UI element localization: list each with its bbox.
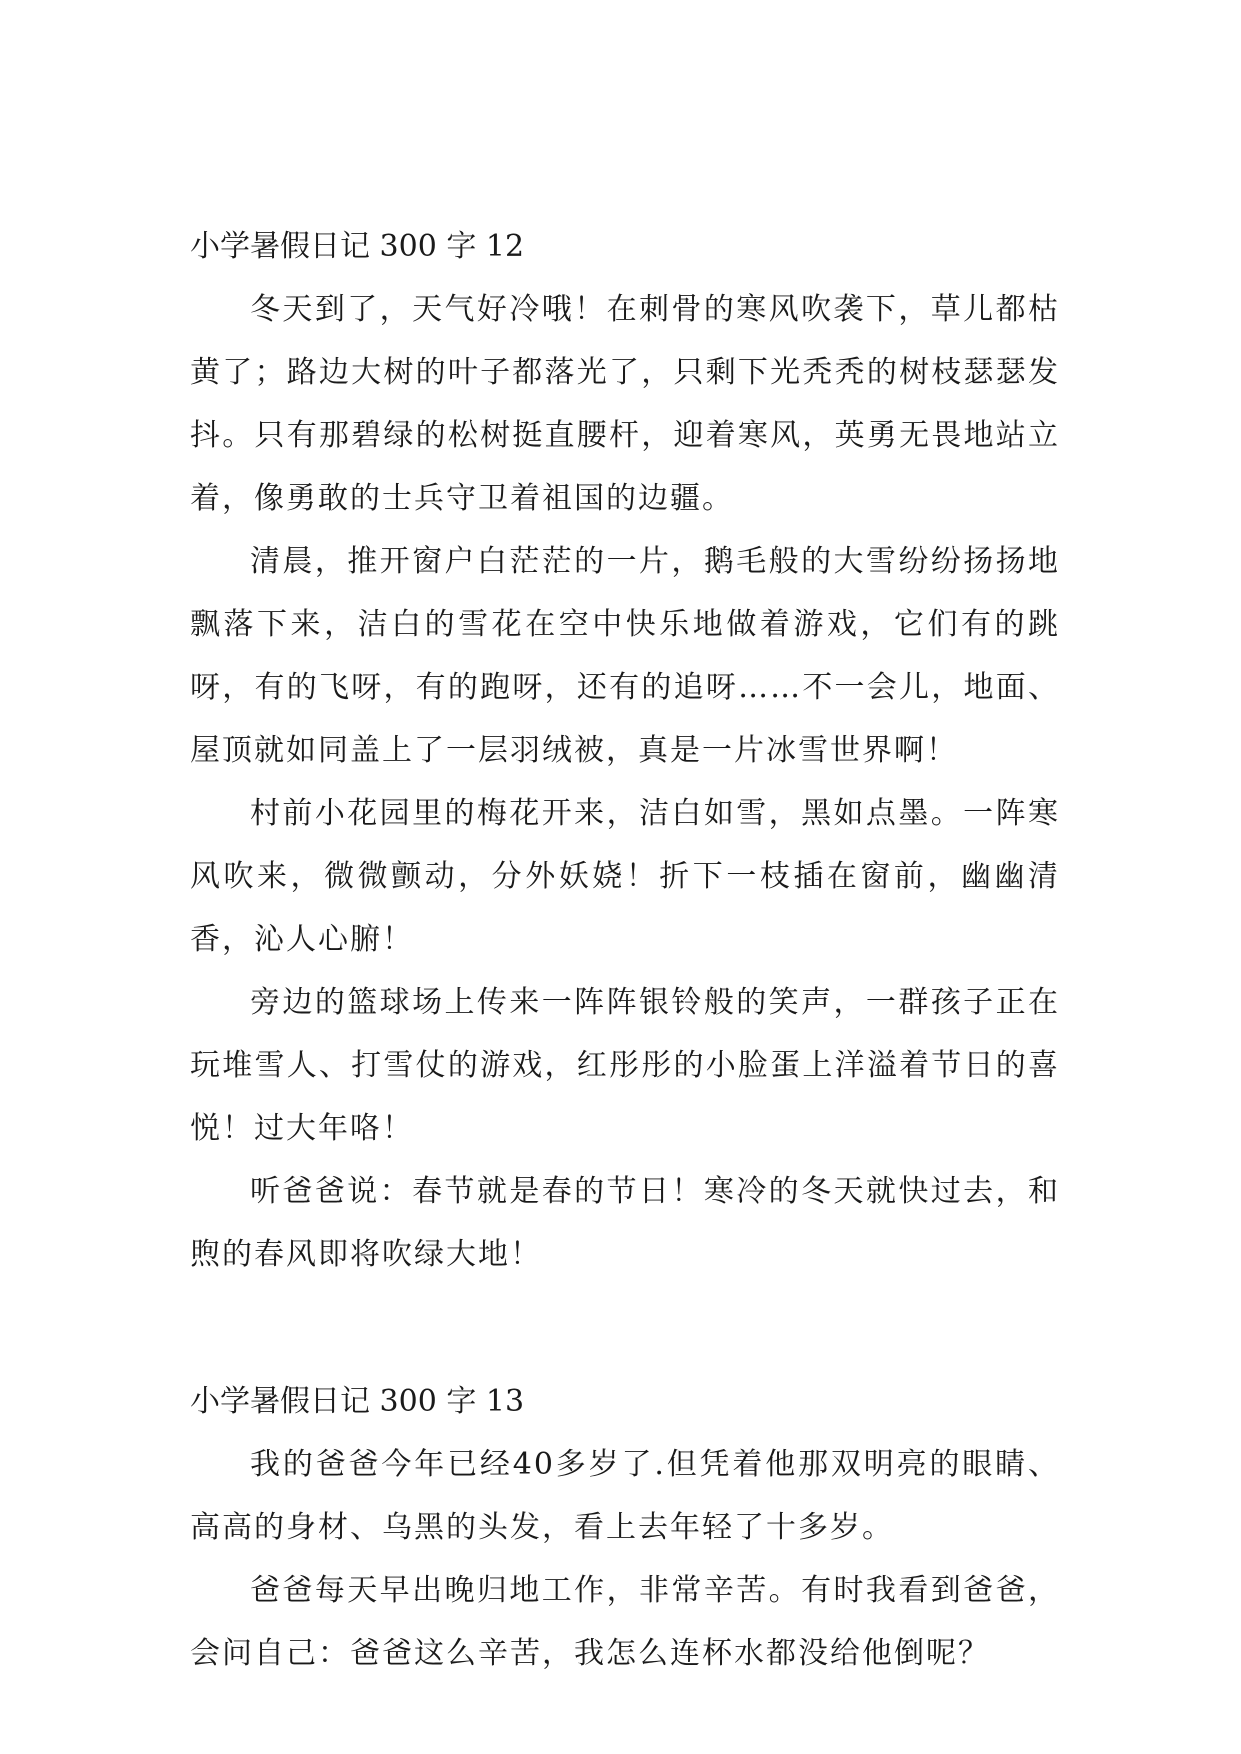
paragraph: 清晨，推开窗户白茫茫的一片，鹅毛般的大雪纷纷扬扬地飘落下来，洁白的雪花在空中快乐地做着游戏，它们有的跳呀，有的飞呀，有的跑呀，还有的追呀……不一会儿，地面、屋顶就如同盖上了一层羽绒被，真是一片冰雪世界啊！ xyxy=(190,544,1060,768)
paragraph: 村前小花园里的梅花开来，洁白如雪，黑如点墨。一阵寒风吹来，微微颤动，分外妖娆！折下一枝插在窗前，幽幽清香，沁人心腑！ xyxy=(190,796,1060,957)
paragraph: 冬天到了，天气好冷哦！在刺骨的寒风吹袭下，草儿都枯黄了；路边大树的叶子都落光了，只剩下光秃秃的树枝瑟瑟发抖。只有那碧绿的松树挺直腰杆，迎着寒风，英勇无畏地站立着，像勇敢的士兵守卫着祖国的边疆。 xyxy=(190,292,1060,516)
section-title: 小学暑假日记 300 字 13 xyxy=(190,1384,525,1419)
paragraph: 我的爸爸今年已经40多岁了.但凭着他那双明亮的眼睛、高高的身材、乌黑的头发，看上去年轻了十多岁。 xyxy=(190,1447,1060,1545)
diary-section-12 xyxy=(190,215,1060,1286)
diary-section-13 xyxy=(190,1370,1060,1685)
paragraph: 旁边的篮球场上传来一阵阵银铃般的笑声，一群孩子正在玩堆雪人、打雪仗的游戏，红彤彤的小脸蛋上洋溢着节日的喜悦！过大年咯！ xyxy=(190,985,1060,1146)
document-page xyxy=(190,215,1060,1685)
section-divider xyxy=(190,1286,1060,1370)
paragraph: 听爸爸说：春节就是春的节日！寒冷的冬天就快过去，和煦的春风即将吹绿大地！ xyxy=(190,1174,1060,1272)
paragraph: 爸爸每天早出晚归地工作，非常辛苦。有时我看到爸爸，会问自己：爸爸这么辛苦，我怎么连杯水都没给他倒呢？ xyxy=(190,1573,1060,1671)
section-title: 小学暑假日记 300 字 12 xyxy=(190,229,525,264)
